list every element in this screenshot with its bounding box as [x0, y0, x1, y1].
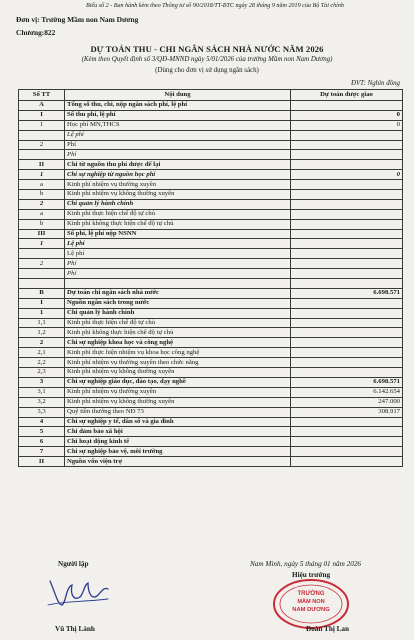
- row-amount: [291, 229, 403, 239]
- row-stt: 3,2: [19, 397, 65, 407]
- row-amount: [291, 190, 403, 200]
- preparer-role: Người lập: [58, 560, 89, 568]
- row-stt: b: [19, 190, 65, 200]
- table-row: [19, 298, 403, 308]
- row-content: Kinh phí thực hiện chế độ tự chủ: [65, 209, 291, 219]
- row-stt: 2,2: [19, 358, 65, 368]
- column-header-content: Nội dung: [65, 90, 291, 101]
- row-stt: 3,3: [19, 407, 65, 417]
- row-content: Phí: [65, 269, 291, 279]
- table-row: [19, 130, 403, 140]
- row-stt: III: [19, 229, 65, 239]
- table-body: [19, 101, 403, 467]
- row-amount: [291, 259, 403, 269]
- row-stt: I: [19, 110, 65, 120]
- usage-note: (Dùng cho đơn vị sử dụng ngân sách): [155, 67, 259, 74]
- row-amount: [291, 150, 403, 160]
- chapter-code: Chương:822: [16, 28, 56, 37]
- table-row: [19, 249, 403, 259]
- budget-table: [18, 89, 403, 467]
- column-header-stt: Số TT: [19, 90, 65, 101]
- table-row: [19, 190, 403, 200]
- currency-unit-note: ĐVT: Nghìn đồng: [350, 80, 400, 87]
- row-content: Chi sự nghiệp giáo dục, đào tạo, dạy nghề: [65, 377, 291, 387]
- official-seal: [271, 578, 351, 630]
- table-row: [19, 318, 403, 328]
- row-amount: [291, 348, 403, 358]
- seal-line-1: TRƯỜNG: [297, 591, 325, 597]
- row-amount: [291, 180, 403, 190]
- table-row: [19, 308, 403, 318]
- preparer-name: Vũ Thị Lành: [55, 625, 95, 633]
- row-content: Kinh phí nhiệm vụ thường xuyên: [65, 387, 291, 397]
- row-content: Phí: [65, 259, 291, 269]
- row-amount: [291, 101, 403, 111]
- row-content: Nguồn vốn viện trợ: [65, 457, 291, 467]
- row-amount: 6.698.571: [291, 377, 403, 387]
- row-content: Phí: [65, 140, 291, 150]
- row-content: Kinh phí nhiệm vụ thường xuyên: [65, 180, 291, 190]
- table-row: [19, 199, 403, 209]
- row-content: Nguồn ngân sách trong nước: [65, 298, 291, 308]
- row-content: Kinh phí nhiệm vụ không thường xuyên: [65, 190, 291, 200]
- table-row: [19, 219, 403, 229]
- table-row: [19, 269, 403, 279]
- row-amount: [291, 209, 403, 219]
- row-stt: 7: [19, 447, 65, 457]
- table-row: [19, 457, 403, 467]
- table-header-row: [19, 90, 403, 101]
- row-content: Dự toán chi ngân sách nhà nước: [65, 288, 291, 298]
- principal-name: Đoàn Thị Lan: [306, 625, 350, 633]
- table-row: [19, 101, 403, 111]
- row-amount: 0: [291, 110, 403, 120]
- table-row: [19, 279, 403, 289]
- column-header-amount: Dự toán được giao: [291, 90, 403, 101]
- row-stt: 2: [19, 140, 65, 150]
- table-row: [19, 180, 403, 190]
- row-content: Kinh phí không thực hiện chế độ tự chủ: [65, 219, 291, 229]
- row-amount: [291, 358, 403, 368]
- row-content: Phí: [65, 150, 291, 160]
- row-amount: [291, 239, 403, 249]
- row-amount: [291, 417, 403, 427]
- row-stt: b: [19, 219, 65, 229]
- row-stt: B: [19, 288, 65, 298]
- row-content: Chi sự nghiệp y tế, dân số và gia đình: [65, 417, 291, 427]
- row-stt: 1,2: [19, 328, 65, 338]
- row-content: Chi đảm bảo xã hội: [65, 427, 291, 437]
- row-stt: 6: [19, 437, 65, 447]
- row-amount: [291, 160, 403, 170]
- row-stt: 1: [19, 170, 65, 180]
- row-content: Chi sự nghiệp khoa học và công nghệ: [65, 338, 291, 348]
- table-row: [19, 170, 403, 180]
- row-content: [65, 279, 291, 289]
- row-stt: 3,1: [19, 387, 65, 397]
- row-amount: [291, 298, 403, 308]
- row-stt: [19, 279, 65, 289]
- table-row: [19, 417, 403, 427]
- row-content: Số thu phí, lệ phí: [65, 110, 291, 120]
- row-content: Chi sự nghiệp bảo vệ, môi trường: [65, 447, 291, 457]
- document-subtitle: (Kèm theo Quyết định số 3/QĐ-MNND ngày 5/01/2026 của trường Mầm non Nam Dương): [81, 56, 333, 63]
- table-row: [19, 447, 403, 457]
- row-amount: [291, 437, 403, 447]
- row-stt: 5: [19, 427, 65, 437]
- table-row: [19, 209, 403, 219]
- table-row: [19, 348, 403, 358]
- row-amount: [291, 308, 403, 318]
- row-stt: 4: [19, 417, 65, 427]
- row-amount: [291, 338, 403, 348]
- row-content: Chi sự nghiệp từ nguồn học phí: [65, 170, 291, 180]
- seal-line-3: NAM DƯƠNG: [292, 607, 330, 613]
- row-content: Kinh phí không thực hiện chế độ tự chủ: [65, 328, 291, 338]
- table-row: [19, 368, 403, 378]
- seal-line-2: MẦM NON: [297, 599, 325, 605]
- unit-name: Đơn vị: Trường Mầm non Nam Dương: [16, 15, 139, 24]
- principal-role: Hiệu trưởng: [292, 571, 331, 579]
- row-content: Lệ phí: [65, 249, 291, 259]
- row-stt: a: [19, 209, 65, 219]
- row-amount: 247.000: [291, 397, 403, 407]
- table-row: [19, 288, 403, 298]
- table-row: [19, 427, 403, 437]
- row-stt: 1: [19, 120, 65, 130]
- table-row: [19, 259, 403, 269]
- row-stt: I: [19, 298, 65, 308]
- row-stt: [19, 269, 65, 279]
- table-row: [19, 358, 403, 368]
- row-content: Chi quản lý hành chính: [65, 199, 291, 209]
- row-stt: A: [19, 101, 65, 111]
- table-row: [19, 328, 403, 338]
- row-amount: [291, 140, 403, 150]
- row-amount: [291, 328, 403, 338]
- row-stt: [19, 130, 65, 140]
- table-row: [19, 229, 403, 239]
- row-stt: [19, 249, 65, 259]
- row-stt: 2: [19, 338, 65, 348]
- row-stt: 1,1: [19, 318, 65, 328]
- table-row: [19, 110, 403, 120]
- row-content: Quỹ tiền thưởng theo NĐ 73: [65, 407, 291, 417]
- table-row: [19, 338, 403, 348]
- table-row: [19, 140, 403, 150]
- table-row: [19, 377, 403, 387]
- document-title: DỰ TOÁN THU - CHI NGÂN SÁCH NHÀ NƯỚC NĂM 2026: [90, 44, 324, 54]
- row-amount: 6.142.654: [291, 387, 403, 397]
- table-row: [19, 120, 403, 130]
- row-stt: II: [19, 457, 65, 467]
- table-row: [19, 239, 403, 249]
- row-stt: II: [19, 160, 65, 170]
- row-amount: [291, 368, 403, 378]
- row-amount: [291, 269, 403, 279]
- row-content: Lệ phí: [65, 239, 291, 249]
- preparer-signature: [44, 575, 114, 611]
- row-content: Lệ phí: [65, 130, 291, 140]
- table-row: [19, 407, 403, 417]
- row-amount: [291, 447, 403, 457]
- row-content: Học phí MN,THCS: [65, 120, 291, 130]
- row-amount: [291, 457, 403, 467]
- row-stt: [19, 150, 65, 160]
- row-content: Chi từ nguồn thu phí được để lại: [65, 160, 291, 170]
- row-amount: [291, 279, 403, 289]
- row-amount: [291, 318, 403, 328]
- table-row: [19, 397, 403, 407]
- row-stt: 2,3: [19, 368, 65, 378]
- signing-date: Nam Minh, ngày 5 tháng 01 năm 2026: [250, 560, 362, 568]
- row-stt: 1: [19, 308, 65, 318]
- row-stt: 2,1: [19, 348, 65, 358]
- row-content: Chi quản lý hành chính: [65, 308, 291, 318]
- row-stt: 2: [19, 259, 65, 269]
- row-amount: 308.917: [291, 407, 403, 417]
- table-row: [19, 437, 403, 447]
- row-content: Kinh phí thực hiện nhiệm vụ khoa học công nghệ: [65, 348, 291, 358]
- row-amount: 0: [291, 170, 403, 180]
- row-amount: [291, 199, 403, 209]
- row-content: Kinh phí thực hiện chế độ tự chủ: [65, 318, 291, 328]
- row-amount: [291, 427, 403, 437]
- row-content: Kinh phí nhiệm vụ không thường xuyên: [65, 368, 291, 378]
- row-amount: 6.698.571: [291, 288, 403, 298]
- row-stt: a: [19, 180, 65, 190]
- row-content: Kinh phí nhiệm vụ thường xuyên theo chức năng: [65, 358, 291, 368]
- table-row: [19, 160, 403, 170]
- row-content: Kinh phí nhiệm vụ không thường xuyên: [65, 397, 291, 407]
- row-content: Số phí, lệ phí nộp NSNN: [65, 229, 291, 239]
- row-stt: 3: [19, 377, 65, 387]
- row-stt: 1: [19, 239, 65, 249]
- row-stt: 2: [19, 199, 65, 209]
- row-amount: [291, 130, 403, 140]
- row-content: Tổng số thu, chi, nộp ngân sách phí, lệ phí: [65, 101, 291, 111]
- table-row: [19, 150, 403, 160]
- row-content: Chi hoạt động kinh tế: [65, 437, 291, 447]
- row-amount: [291, 219, 403, 229]
- row-amount: 0: [291, 120, 403, 130]
- table-row: [19, 387, 403, 397]
- row-amount: [291, 249, 403, 259]
- legal-basis-note: Biểu số 2 - Ban hành kèm theo Thông tư số 90/2018/TT-BTC ngày 28 tháng 9 năm 2019 của Bộ Tài chính: [86, 3, 344, 9]
